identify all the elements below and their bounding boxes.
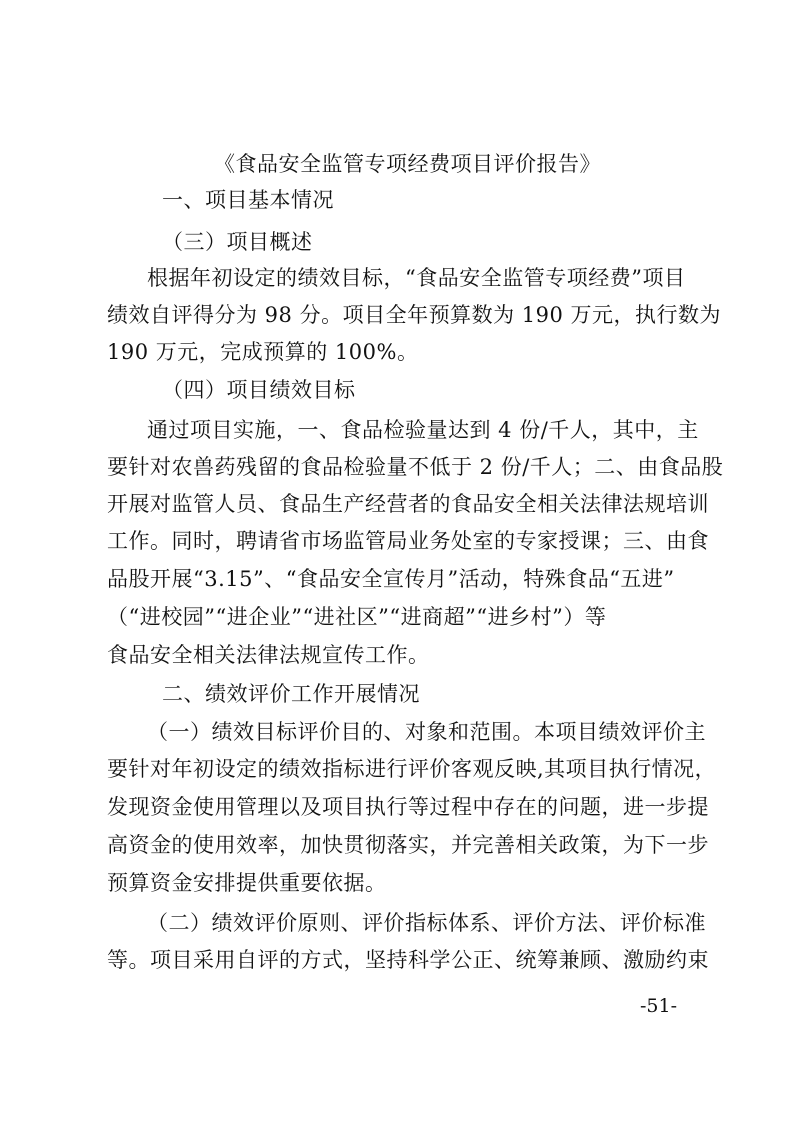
paragraph-line: 绩效自评得分为 98 分。项目全年预算数为 190 万元，执行数为 — [107, 303, 722, 327]
subsection-heading-4: （四）项目绩效目标 — [162, 378, 356, 402]
paragraph-line: 品股开展“3.15”、“食品安全宣传月”活动，特殊食品“五进” — [107, 567, 675, 591]
paragraph-line: （一）绩效目标评价目的、对象和范围。本项目绩效评价主 — [147, 720, 706, 744]
paragraph-line: 要针对年初设定的绩效指标进行评价客观反映,其项目执行情况， — [107, 757, 717, 781]
section-heading-1: 一、项目基本情况 — [162, 188, 334, 212]
page-number: -51- — [640, 995, 678, 1017]
paragraph-line: （二）绩效评价原则、评价指标体系、评价方法、评价标准 — [147, 911, 706, 935]
paragraph-line: 发现资金使用管理以及项目执行等过程中存在的问题，进一步提 — [107, 795, 709, 819]
section-heading-2: 二、绩效评价工作开展情况 — [162, 682, 420, 706]
paragraph-line: 190 万元，完成预算的 100%。 — [107, 340, 419, 364]
paragraph-line: 开展对监管人员、食品生产经营者的食品安全相关法律法规培训 — [107, 492, 709, 516]
paragraph-line: 预算资金安排提供重要依据。 — [107, 871, 387, 895]
paragraph-line: 通过项目实施，一、食品检验量达到 4 份/千人，其中，主 — [147, 418, 699, 442]
paragraph-line: （“进校园”“进企业”“进社区”“进商超”“进乡村”）等 — [107, 605, 607, 629]
paragraph-line: 食品安全相关法律法规宣传工作。 — [107, 643, 430, 667]
paragraph-line: 根据年初设定的绩效目标，“食品安全监管专项经费”项目 — [147, 266, 686, 290]
subsection-heading-3: （三）项目概述 — [162, 230, 313, 254]
paragraph-line: 工作。同时，聘请省市场监管局业务处室的专家授课；三、由食 — [107, 529, 709, 553]
paragraph-line: 要针对农兽药残留的食品检验量不低于 2 份/千人；二、由食品股 — [107, 455, 724, 479]
paragraph-line: 等。项目采用自评的方式，坚持科学公正、统筹兼顾、激励约束 — [107, 948, 709, 972]
document-title: 《食品安全监管专项经费项目评价报告》 — [214, 152, 601, 176]
paragraph-line: 高资金的使用效率，加快贯彻落实，并完善相关政策，为下一步 — [107, 833, 709, 857]
